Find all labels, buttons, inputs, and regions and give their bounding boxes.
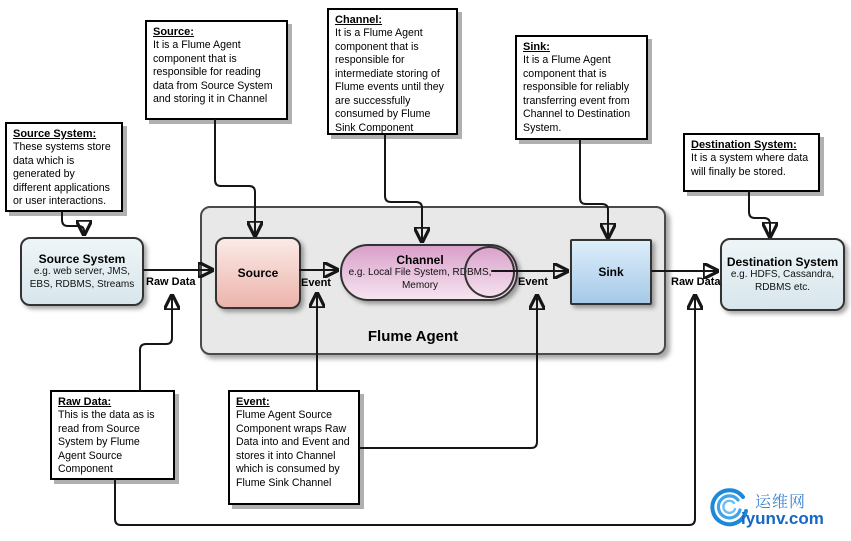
source-node-title: Source [237,266,279,280]
connector-annotation-destination [749,192,770,235]
flume-agent-title: Flume Agent [367,328,459,345]
channel-node-subtitle: e.g. Local File System, RDBMS, Memory [348,267,492,291]
annotation-sink-body: It is a Flume Agent component that is responsible for reliably transferring event from Channel to Destination System. [523,54,631,134]
connector-annotation-source-system [62,212,84,233]
flow-label-event-out: Event [518,276,548,288]
annotation-event-title: Event: [236,396,270,408]
annotation-destination-system [683,133,820,192]
annotation-raw-data [50,390,175,480]
source-system-node-subtitle: e.g. web server, JMS, EBS, RDBMS, Streams [29,266,135,290]
annotation-sink [515,35,648,140]
flow-label-raw-data-out: Raw Data [671,276,721,288]
annotation-source-system [5,122,123,212]
annotation-destination-system-body: It is a system where data will finally be stored. [691,152,809,178]
channel-cylinder-cap [464,246,515,298]
flow-label-raw-data-in: Raw Data [146,276,196,288]
channel-node [340,244,518,301]
annotation-channel-body: It is a Flume Agent component that is responsible for intermediate storing of Flume events until they are successfully consumed by Flume Sink Component [335,27,444,134]
annotation-sink-title: Sink: [523,41,550,53]
watermark [707,481,837,535]
annotation-channel [327,8,458,135]
annotation-raw-data-body: This is the data as is read from Source System by Flume Agent Source Component [58,409,155,476]
annotation-source-title: Source: [153,26,194,38]
annotation-destination-system-title: Destination System: [691,139,797,151]
watermark-site-name: 运维网 [755,494,807,511]
channel-node-title: Channel [396,253,444,267]
annotation-event [228,390,360,505]
source-system-node [20,237,144,306]
watermark-site-url: iyunv.com [741,509,824,528]
destination-system-node [720,238,845,311]
annotation-source-system-body: These systems store data which is generated by different applications or user interactions. [13,141,111,208]
source-node [215,237,301,309]
connector-annotation-raw-data-up [140,297,172,390]
annotation-source [145,20,288,120]
flow-label-event-in: Event [301,277,331,289]
sink-node-title: Sink [598,265,624,279]
annotation-source-system-title: Source System: [13,128,97,140]
annotation-channel-title: Channel: [335,14,383,26]
source-system-node-title: Source System [38,252,126,266]
annotation-source-body: It is a Flume Agent component that is responsible for reading data from Source System and storing it in Channel [153,39,273,106]
destination-system-node-title: Destination System [726,255,839,269]
annotation-event-body: Flume Agent Source Component wraps Raw Data into and Event and stores it into Channel which is consumed by Flume Sink Channel [236,409,350,489]
destination-system-node-subtitle: e.g. HDFS, Cassandra, RDBMS etc. [730,269,835,293]
sink-node [570,239,652,305]
annotation-raw-data-title: Raw Data: [58,396,112,408]
